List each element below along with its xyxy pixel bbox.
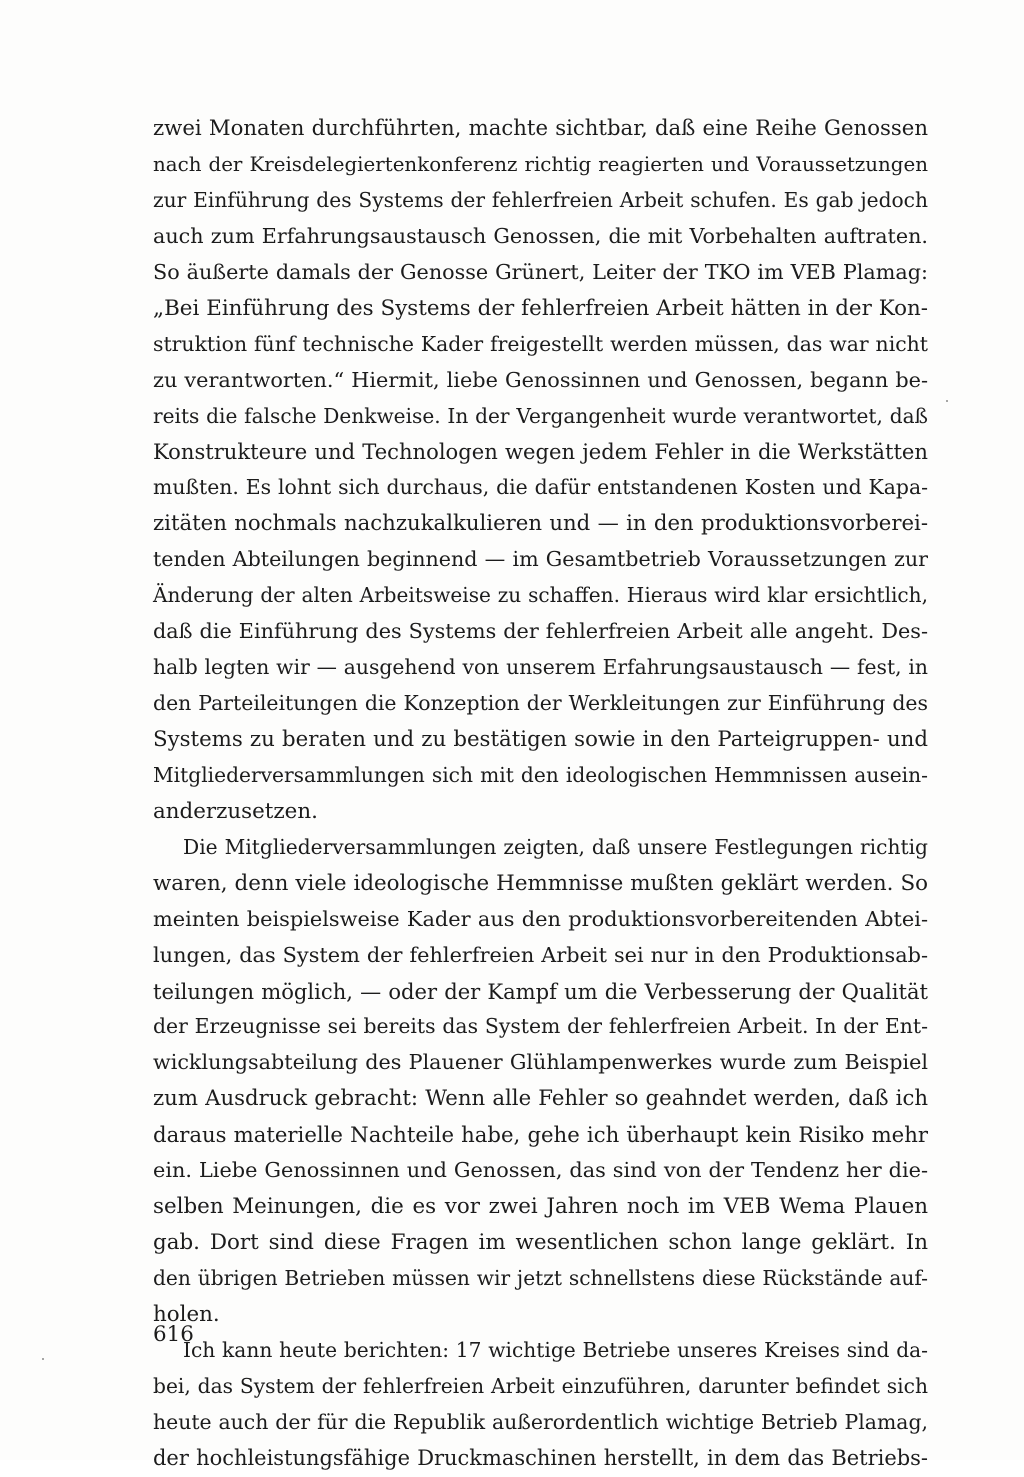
- text-line: zur Einführung des Systems der fehlerfreien Arbeit schufen. Es gab jedoch: [153, 187, 928, 212]
- text-line: der Erzeugnisse sei bereits das System der fehlerfreien Arbeit. In der Ent-: [153, 1014, 928, 1039]
- text-line: „Bei Einführung des Systems der fehlerfreien Arbeit hätten in der Kon-: [153, 295, 928, 321]
- text-line: mußten. Es lohnt sich durchaus, die dafür entstandenen Kosten und Kapa-: [153, 475, 928, 500]
- page-number: 616: [153, 1322, 194, 1347]
- scan-speck: [42, 1358, 44, 1360]
- text-line: gab. Dort sind diese Fragen im wesentlichen schon lange geklärt. In: [153, 1230, 928, 1256]
- text-line: holen.: [153, 1301, 220, 1327]
- text-line: zwei Monaten durchführten, machte sichtbar, daß eine Reihe Genossen: [153, 116, 928, 141]
- text-line: zitäten nochmals nachzukalkulieren und — in den produktionsvorberei-: [153, 511, 928, 537]
- text-line: tenden Abteilungen beginnend — im Gesamtbetrieb Voraussetzungen zur: [153, 547, 928, 572]
- body-text: [153, 111, 928, 1477]
- text-line: zu verantworten.“ Hiermit, liebe Genossinnen und Genossen, begann be-: [153, 367, 928, 392]
- text-line: selben Meinungen, die es vor zwei Jahren noch im VEB Wema Plauen: [153, 1194, 928, 1220]
- text-line: wicklungsabteilung des Plauener Glühlampenwerkes wurde zum Beispiel: [153, 1050, 928, 1075]
- text-line: heute auch der für die Republik außerordentlich wichtige Betrieb Plamag,: [153, 1409, 928, 1434]
- text-line: zum Ausdruck gebracht: Wenn alle Fehler so geahndet werden, daß ich: [153, 1086, 928, 1112]
- text-line: bei, das System der fehlerfreien Arbeit einzuführen, darunter befindet sich: [153, 1373, 928, 1398]
- text-line: Konstrukteure und Technologen wegen jedem Fehler in die Werkstätten: [153, 439, 928, 465]
- scan-speck: [946, 400, 948, 402]
- text-line: ein. Liebe Genossinnen und Genossen, das sind von der Tendenz her die-: [153, 1158, 928, 1183]
- text-line: Die Mitgliederversammlungen zeigten, daß unsere Festlegungen richtig: [183, 834, 928, 859]
- text-line: auch zum Erfahrungsaustausch Genossen, die mit Vorbehalten auftraten.: [153, 223, 928, 248]
- text-line: nach der Kreisdelegiertenkonferenz richtig reagierten und Voraussetzungen: [153, 152, 928, 176]
- text-line: halb legten wir — ausgehend von unserem Erfahrungsaustausch — fest, in: [153, 655, 928, 680]
- text-line: So äußerte damals der Genosse Grünert, Leiter der TKO im VEB Plamag:: [153, 259, 928, 284]
- text-line: waren, denn viele ideologische Hemmnisse mußten geklärt werden. So: [153, 870, 928, 896]
- text-line: struktion fünf technische Kader freigestellt werden müssen, das war nicht: [153, 331, 928, 356]
- text-line: den übrigen Betrieben müssen wir jetzt schnellstens diese Rückstände auf-: [153, 1266, 928, 1290]
- text-line: teilungen möglich, — oder der Kampf um die Verbesserung der Qualität: [153, 978, 928, 1004]
- text-line: daß die Einführung des Systems der fehlerfreien Arbeit alle angeht. Des-: [153, 619, 928, 644]
- text-line: den Parteileitungen die Konzeption der Werkleitungen zur Einführung des: [153, 691, 928, 715]
- text-line: Systems zu beraten und zu bestätigen sowie in den Parteigruppen- und: [153, 726, 928, 752]
- text-line: daraus materielle Nachteile habe, gehe ich überhaupt kein Risiko mehr: [153, 1122, 928, 1148]
- text-line: anderzusetzen.: [153, 798, 318, 824]
- text-line: Ich kann heute berichten: 17 wichtige Betriebe unseres Kreises sind da-: [183, 1337, 928, 1362]
- text-line: meinten beispielsweise Kader aus den produktionsvorbereitenden Abtei-: [153, 906, 928, 931]
- text-line: der hochleistungsfähige Druckmaschinen herstellt, in dem das Betriebs-: [153, 1445, 928, 1470]
- text-line: Änderung der alten Arbeitsweise zu schaffen. Hieraus wird klar ersichtlich,: [153, 583, 928, 608]
- text-line: Mitgliederversammlungen sich mit den ideologischen Hemmnissen ausein-: [153, 762, 928, 787]
- text-line: lungen, das System der fehlerfreien Arbeit sei nur in den Produktionsab-: [153, 942, 928, 967]
- text-line: reits die falsche Denkweise. In der Vergangenheit wurde verantwortet, daß: [153, 403, 928, 428]
